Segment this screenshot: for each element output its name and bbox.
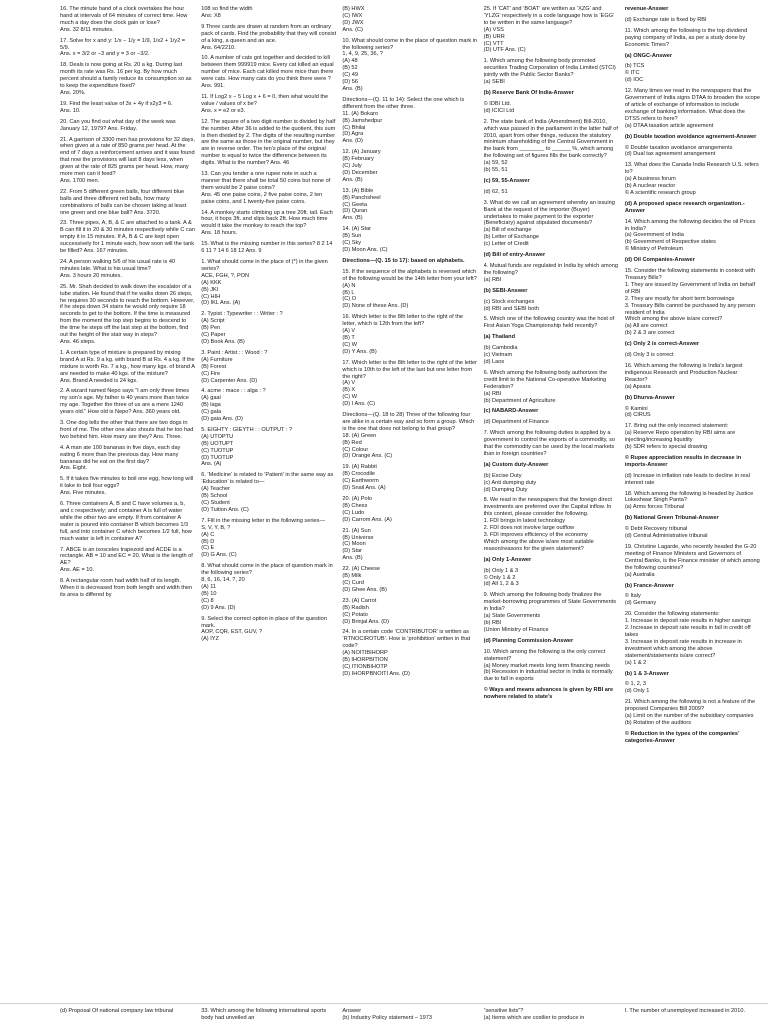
text-block: 108 so find the width Ans: X8 (201, 6, 253, 19)
text-block: 6. Three containers A, B and C have volumes a, b, and c respectively; and container A is full of water while the other two are empty. If from container A water is poured into container B which becomes 1/3 full, and into container C which becomes 1/2 full, how much water is left in container A? (60, 501, 192, 542)
text-block: © Reduction in the types of the companies’ categories-Answer (624, 730, 740, 744)
text-block: (b) Reserve Bank Of India-Answer (483, 89, 574, 96)
text-block: © Debt Recovery tribunal (d) Central Administrative tribunal (624, 526, 708, 540)
text-block: 13. (A) Bible (B) Panchsheel (C) Geeta (D) Quran Ans. (B) (342, 187, 381, 222)
text-block: 8. We read in the newspapers that the foreign direct investments are preferred over the Capital inflow. In this context, please consider the following. 1. FDI brings in latest technology 2. FDI does not involve large outflow 3. FDI improves efficiency of the economy Which among the above is/are most suitable reason/reasons for the given statement? (483, 497, 612, 552)
page-divider (0, 1003, 768, 1004)
text-block: 25. Mr. Shah decided to walk down the escalator of a tube station. He found that if he walks down 26 steps, he requires 30 seconds to reach the bottom. However, if he steps down 34 stairs he would only require 18 seconds to get to the bottom. If the time is measured from the moment the top step begins to descend to the time he steps off the last step at the bottom, find out the height of the stair way in steps? Ans. 46 steps. (60, 283, 195, 345)
column-4 (484, 6, 619, 1002)
text-block: revenue-Answer (624, 6, 669, 12)
footer-text-5: I. The number of unemployed increased in 2010. (624, 1008, 746, 1014)
text-block: 7. ABCE is an isosceles trapezoid and ACDE is a rectangle. AB = 10 and EC = 20. What is the length of AE? Ans. AE = 10. (60, 546, 193, 574)
text-block: (a) Only 1-Answer (483, 556, 532, 563)
text-block: © IDBI Ltd. (d) ICICI Ltd (483, 100, 515, 114)
text-block: 17. Which letter is the 8th letter to the right of the letter which is 10th to the left of the last but one letter from the right? (A) V (B) X (C) W (D) I Ans. (C) (342, 359, 478, 408)
text-block: © Italy (d) Germany (624, 593, 657, 607)
text-block: (b) 1 & 3-Answer (624, 670, 669, 677)
text-block: 14. (A) Star (B) Sun (C) Sky (D) Moon Ans. (C) (342, 226, 388, 253)
text-block: Directions—(Q. 15 to 17): based on alphabets. (342, 257, 465, 264)
text-block: © 1, 2, 3 (d) Only 1 (624, 681, 650, 695)
text-block: 6. Which among the following body authorizes the credit limit to the National Co-operative Marketing Federation? (a) RBI (b) Department of Agriculture (483, 369, 608, 404)
text-block: (d) Exchange rate is fixed by RBI (624, 16, 707, 23)
text-block: (c) 59, 55-Answer (483, 177, 530, 184)
text-columns (60, 6, 760, 1002)
text-block: 16. Which among the following is India’s largest indigenous Research and Production Nuclear Reactor? (a) Apsara (624, 362, 743, 390)
text-block: (b) SEBI-Answer (483, 287, 528, 294)
text-block: 18. Which among the following is headed by Justice Lokeshwar Singh Panta? (a) Arms forces Tribunal (624, 490, 754, 511)
text-block: 4. acme : mace : : alga : ? (A) gaal (B) laga (C) gala (D) gaia Ans. (D) (201, 388, 266, 423)
text-block: (d) 62, 51 (483, 188, 508, 195)
text-block: 6. ‘Medicine’ is related to ‘Patient’ in the same way as ‘Education’ is related to— (A) Teacher (B) School (C) Student (D) Tuition Ans. (C) (201, 472, 334, 513)
text-block: Directions—(Q. 11 to 14): Select the one which is different from the other three. 11. (A) Bokaro (B) Jamshedpur (C) Bhilai (D) Agra Ans. (D) (342, 96, 465, 145)
text-block: 22. (A) Cheese (B) Milk (C) Curd (D) Ghee Ans. (B) (342, 566, 387, 593)
text-block: 5. EIGHTY : GIEYTH : : OUTPUT : ? (A) UTOPTU (B) UOTUPT (C) TUOTUP (D) TUOTUP Ans. (A) (201, 426, 293, 468)
column-1 (60, 6, 195, 1002)
text-block: 24. In a certain code ‘CONTRIBUTOR’ is written as ‘RTNOCIROTUB’. How is ‘prohibition’ written in that code? (A) NOITIBIHORP (B) IHORPBITION (C) ITIONBIHOTP (D) IHORPBNOITI Ans. (D) (342, 629, 471, 677)
text-block: 4. Mutual funds are regulated in India by which among the following? (a) RBI (483, 263, 618, 283)
text-block: 11. If Log2 x − 5 Log x + 6 = 0, then what would the value / values of x be? Ans. x = e2 or e3. (201, 93, 329, 114)
text-block: (b) Cambodia (c) Vietnam (d) Laos (483, 345, 518, 365)
text-block: 19. (A) Rabbit (B) Crocodile (C) Earthworm (D) Snail Ans. (A) (342, 464, 386, 492)
text-block: 9. Select the correct option in place of the question mark. AOP, CQR, EST, GUV, ? (A) IYZ (201, 615, 327, 643)
text-block: 2. Typist : Typewriter : : Writer : ? (A) Script (B) Pen (C) Paper (D) Book Ans. (B) (201, 311, 283, 345)
text-block: © Ways and means advances is given by RBI are nowhere related to state’s (483, 687, 614, 701)
text-block: 3. One dog tells the other that there are two dogs in front of me. The other one also shouts that he too had two behind him. How many are they? Ans. Three. (60, 420, 194, 440)
text-block: (c) NABARD-Answer (483, 408, 539, 415)
column-5 (625, 6, 760, 1002)
footer-text-2: 33. Which among the following international sports body had unveiled an (201, 1008, 327, 1021)
text-block: 18. Deals is now going at Rs. 20 a kg. During last month its rate was Rs. 16 per kg. By how much percent should a family reduce its consumption so as to keep the expenditure fixed? Ans. 20%. (60, 62, 192, 96)
text-block: 5. Which one of the following country was the host of First Asian Yoga Championship held recently? (483, 316, 615, 330)
text-block: (b) Dhurva-Answer (624, 394, 675, 401)
text-block: 19. Christine Lagarde, who recently headed the G-20 meeting of Finance Ministers and Governors of Central Banks, is the Finance minister of which among the following countries? (a) Australia (624, 544, 760, 578)
text-block: 15. Consider the following statements in context with Treasury Bills? 1. They are issued by Government of India on behalf of RBI 2. They are mostly for short term borrowings 3. Treasury Bills cannot be purchased by any person resident of India Which among the above is/are correct? (a) All are correct (b) 2 & 3 are correct (624, 268, 756, 337)
text-block: 4. A man ate 100 bananas in five days, each day eating 6 more than the previous day. How many bananas did he eat on the first day? Ans. Eight. (60, 444, 181, 472)
text-block: (b) Excise Duty (c) Anti dumping duty (d) Dumping Duty (483, 472, 537, 493)
text-block: 22. From 5 different green balls, four different blue balls and three different red balls, how many combinations of balls can be chosen taking at least one green and one blue ball? Ans. 3720. (60, 188, 187, 216)
footer-text-1: (d) Proposal Of national company law tribunal (60, 1008, 174, 1014)
text-block: (b) France-Answer (624, 582, 674, 589)
text-block: (d) Department of Finance (483, 419, 549, 426)
text-block: 1. A certain type of mixture is prepared by mixing brand A at Rs. 9 a kg. with brand B at Rs. 4 a kg. If the mixture is worth Rs. 7 a kg., how many kgs. of brand A are needed to make 40 kgs. of the mixture? Ans. Brand A needed is 24 kgs. (60, 349, 195, 384)
text-block: (d) Planning Commission-Answer (483, 637, 574, 644)
column-2 (201, 6, 336, 1002)
text-block: 20. Consider the following statements: 1. Increase in deposit rate results in higher savings 2. Increase in deposit rate results in fall in credit off takes 3. Increase in deposit rate results in increase in investment which among the above statement/statements is/are correct? (a) 1 & 2 (624, 611, 751, 666)
text-block: 3. What do we call an agreement whereby an issuing Bank at the request of the importer (Buyer) undertakes to make payment to the exporter (Beneficiary) against stipulated documents? (a) Bill of exchange (b) Letter of Exchange (c) Letter of Credit (483, 199, 615, 248)
text-block: (d) Oil Companies-Answer (624, 257, 695, 264)
text-block: 1. What should come in the place of (*) in the given series? ACE, FGH, ?, PON (A) KKK (B) JKI (C) HIH (D) IKL Ans. (A) (201, 259, 328, 307)
text-block: 24. A person walking 5/6 of his usual rate is 40 minutes late. What is his usual time? Ans. 3 hours 20 minutes. (60, 259, 176, 279)
text-block: (a) Thailand (483, 334, 515, 341)
text-block: 15. If the sequence of the alphabets is reversed which of the following would be the 14th letter from your left? (A) N (B) L (C) O (D) None of these Ans. (D) (342, 268, 477, 310)
text-block: 8. A rectangular room had width half of its length. When it is decreased from both length and width then its area is differed by (60, 578, 193, 598)
text-block: 19. Find the least value of 3x + 4y if x2y3 = 6. Ans. 10. (60, 100, 173, 114)
text-block: (a) ONGC-Answer (624, 52, 673, 59)
text-block: 12. Many times we read in the newspapers that the Government of India signs DTAA to broaden the scope of article of exchange of information to include exchange of banking information. What does the DTSS refers to here? (a) DTAA taxation article agreement (624, 88, 760, 129)
text-block: (c) Only 2 is correct-Answer (624, 341, 700, 348)
text-block: 23. (A) Carrot (B) Radish (C) Potato (D) Brinjal Ans. (D) (342, 597, 390, 625)
text-block: 14. A monkey starts climbing up a tree 20ft. tall. Each hour, it hops 3ft. and slips back 2ft. How much time would it take the monkey to reach the top? Ans. 18 hours. (201, 209, 333, 237)
text-block: 9 Three cards are drawn at random from an ordinary pack of cards. Find the probability that they will consist of a king, a queen and an ace. Ans. 64/2210. (201, 23, 337, 51)
text-block: 13. Can you tender a one rupee note in such a manner that there shall be total 50 coins but none of them would be 2 paise coins? Ans. 45 one paise coins, 2 five paise coins, 2 ten paise coins, and 1 twenty-five paise coins. (201, 171, 331, 205)
text-block: 2. A wizard named Nepo says “I am only three times my son’s age. My father is 40 years more than twice my age. Together the three of us are a mere 1240 years old.” How old is Nepo? Ans. 360 years old. (60, 388, 190, 416)
text-block: 11. Which among the following is the top dividend paying company of India, as per a study done by Economic Times? (624, 27, 748, 48)
column-3 (342, 6, 477, 1002)
text-block: 16. Which letter is the 8th letter to the right of the letter, which is 12th from the left? (A) V (B) T (C) W (D) Y Ans. (B) (342, 314, 464, 355)
text-block: 17. Solve for x and y: 1/x − 1/y = 1/9, 1/x2 + 1/y2 = 5/9. Ans. x = 3/2 or −3 and y = 3 or −3/2. (60, 37, 186, 58)
text-block: (d) A proposed space research organization.-Answer (624, 200, 745, 214)
text-block: 10. Which among the following is the only correct statement? (a) Money market meets long term financing needs (b) Recession in industrial sector in India is normally due to fall in exports (483, 648, 613, 683)
text-block: © Double taxation avoidance arrangements (d) Dual tax agreement arrangement (624, 144, 733, 158)
text-block: 21. A garrison of 3300 men has provisions for 32 days, when given at a rate of 850 grams per head. At the end of 7 days a reinforcement arrives and it was found that now the provisions will last 8 days less, when given at the rate of 825 grams per head. How, many more men can it feed? Ans. 1700 men. (60, 136, 195, 184)
text-block: 2. The state bank of India (Amendment) Bill-2010, which was passed in the parliament in the latter half of 2010, apart from other things, reduces the statutory minimum shareholding of the Central Government in the bank from ________ to ______ %, which among the following set of figures fills the bank correctly? (a) 59, 52 (b) 55, 51 (483, 118, 618, 174)
text-block: 1. Which among the following body promoted securities Trading Corporation of India Limited (STCI) jointly with the Public Sector Banks? (a) SEBI (483, 58, 616, 86)
text-block: 21. Which among the following is not a feature of the proposed Companies Bill 2009? (a) Limit on the number of the subsidiary companies (b) Rotation of the auditors (624, 699, 756, 726)
text-block: 10. A number of cats got together and decided to kill between them 999919 mice. Every cat killed an equal number of mice. Each cat killed more mice than there were cats. How many cats do you think there were ? Ans. 991. (201, 55, 334, 90)
text-block: 15. What is the missing number in this series? 8 2 14 6 11 ? 14 6 18 12 Ans. 9 (201, 241, 333, 255)
text-block: (a) Custom duty-Answer (483, 461, 549, 468)
text-block: 7. Fill in the missing letter in the following series— S, V, Y, B, ? (A) C (B) D (C) E (D) G Ans. (C) (201, 517, 325, 559)
text-block: 7. Which among the following duties is applied by a government to control the exports of a commodity, so that the commodity can be used by the local markets than in foreign countries? (483, 430, 616, 457)
text-block: Directions—(Q. 18 to 28) Three of the following four are alike in a certain way and so form a group. Which is the one that does not belong to that group? 18. (A) Green (B) Red (C) Colour (D) Orange Ans. (C) (342, 412, 475, 460)
text-block: 23. Three pipes, A, B, & C are attached to a tank. A & B can fill it in 20 & 30 minutes respectively while C can empty it in 15 minutes. If A, B & C are kept open successively for 1 minute each, how soon will the tank be filled? Ans. 167 minutes. (60, 220, 195, 255)
text-block: (B) HWX (C) IWX (D) JWX Ans. (C) (342, 6, 365, 33)
next-page-preview (60, 1008, 760, 1022)
text-block: 13. What does the Canada India Research U.S. refers to? (a) A business forum (b) A nuclear reactor © A scientific research group (624, 162, 759, 196)
text-block: 9. Which among the following body finalizes the market-borrowing programmes of State Governments in India? (a) State Governments (b) RBI (Union Ministry of Finance (483, 592, 617, 633)
text-block: (c) Stock exchanges (d) RBI and SEBI both (483, 298, 539, 312)
text-block: (d) Bill of entry-Answer (483, 252, 546, 259)
text-block: 3. Paint : Artist : : Wood : ? (A) Furniture (B) Forest (C) Fire (D) Carpenter Ans. (D) (201, 349, 268, 384)
text-block: 14. Which among the following decides the oil Prices in India? (a) Government of India (b) Government of Respective states © Ministry of Petroleum (624, 218, 756, 253)
text-block: 20. (A) Polo (B) Chess (C) Ludo (D) Carrom Ans. (A) (342, 496, 392, 523)
text-block: (b) Double taxation avoidance agreement-Answer (624, 133, 757, 140)
text-block: © Kamini (d) CIRUS (624, 405, 651, 419)
text-block: 12. The square of a two digit number is divided by half the number. After 36 is added to the quotient, this sum is then divided by 2. The digits of the resulting number are the same as those in the original number, but they are in reverse order. The ten’s place of the original number is equal to twice the difference between its digits. What is the number? Ans. 46 (201, 118, 336, 167)
text-block: 17. Bring out the only incorrect statement: (a) Reserve Repo operation by RBI aims are injecting/increasing liquidity (b) SDR refers to special drawing (624, 423, 736, 451)
text-block: 12. (A) January (B) February (C) July (D) December Ans. (B) (342, 149, 381, 183)
text-block: 21. (A) Sun (B) Universe (C) Moon (D) Star Ans. (B) (342, 527, 374, 562)
text-block: (b) TCS © ITC (d) IOC (624, 63, 645, 84)
footer-text-3: Answer (b) Industry Policy statement – 1973 (342, 1008, 432, 1021)
text-block: (b) National Green Tribunal-Answer (624, 515, 719, 522)
footer-text-4: “sensitive lists”? (a) Items which are costlier to produce in (483, 1008, 585, 1021)
text-block: (d) Increase in inflation rate leads to decline in real interest rate (624, 472, 750, 486)
text-block: (b) Only 1 & 3 © Only 1 & 2 (d) All 1, 2 & 3 (483, 567, 519, 588)
text-block: 20. Can you find out what day of the week was January 12, 1979? Ans. Friday. (60, 118, 176, 132)
text-block: 10. What should come in the place of question mark in the following series? 1, 4, 9, 25, 36, ? (A) 48 (B) 52 (C) 49 (D) 56 Ans. (B) (342, 37, 478, 92)
text-block: 16. The minute hand of a clock overtakes the hour hand at intervals of 64 minutes of correct time. How much a day does the clock gain or lose? Ans. 32 8/11 minutes. (60, 6, 188, 33)
text-block: 25. If ‘CAT’ and ‘BOAT’ are written as ‘XZG’ and ‘YLZG’ respectively in a code language how is ‘EGG’ to be written in the same language? (A) VSS (B) URR (C) VTT (D) UTF Ans. (C) (483, 6, 615, 54)
text-block: 5. If it takes five minutes to boil one egg, how long will it take to boil four eggs? Ans. Five minutes. (60, 476, 194, 497)
text-block: (d) Only 3 is correct (624, 352, 674, 359)
text-block: © Rupee appreciation results in decrease in imports-Answer (624, 454, 742, 468)
text-block: 8. What should come in the place of question mark in the following series? 8, 6, 16, 14, ?, 20 (A) 11 (B) 10 (C) 8 (D) 9 Ans. (D) (201, 563, 333, 611)
